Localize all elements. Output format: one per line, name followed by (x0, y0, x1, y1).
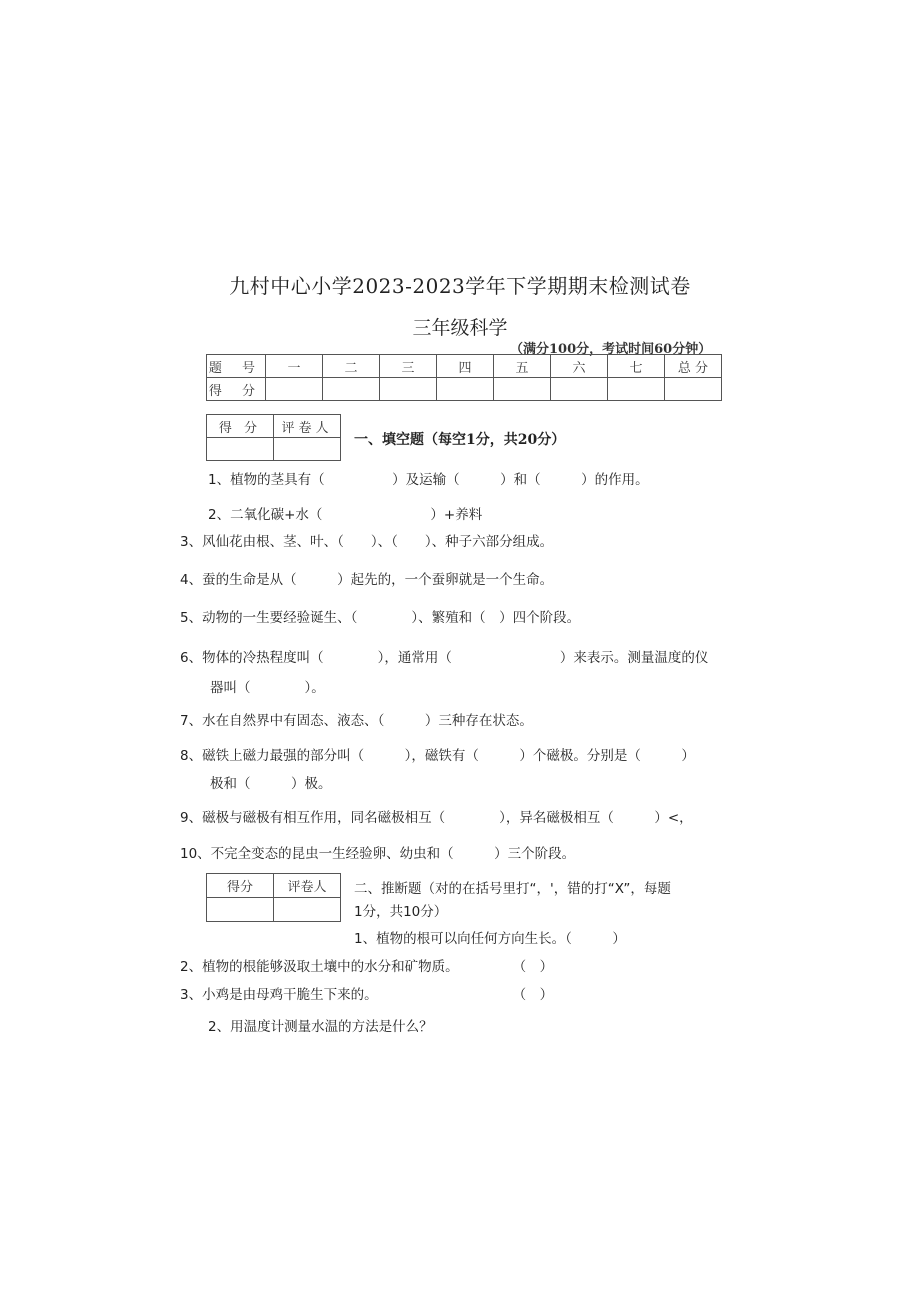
question-item: 8、磁铁上磁力最强的部分叫（ ），磁铁有（ ）个磁极。分别是（ ） (180, 748, 695, 764)
question-item: 2、植物的根能够汲取土壤中的水分和矿物质。 （ ） (180, 959, 554, 975)
score-blank-cell[interactable] (380, 378, 437, 401)
section1-heading: 一、填空题（每空1分，共20分） (354, 432, 566, 448)
score-table-cell: 四 (437, 355, 494, 378)
section2-heading-line2: 1分，共10分） (354, 904, 448, 920)
grader-score-blank[interactable] (207, 898, 274, 922)
grader-score-label: 得分 (207, 874, 274, 898)
score-table-header-row (207, 355, 722, 378)
exam-subtitle: 三年级科学 (412, 317, 508, 339)
question-item: 7、水在自然界中有固态、液态、（ ）三种存在状态。 (180, 713, 533, 729)
score-blank-cell[interactable] (494, 378, 551, 401)
question-item: 2、二氧化碳+水（ ）+养料 (208, 507, 483, 523)
grader-score-label: 得 分 (207, 415, 274, 438)
question-item: 6、物体的冷热程度叫（ ），通常用（ ）来表示。测量温度的仪 (180, 650, 709, 666)
grader-name-label: 评卷人 (274, 874, 341, 898)
question-item: 器叫（ ）。 (210, 680, 325, 696)
exam-title: 九村中心小学2023-2023学年下学期期末检测试卷 (229, 274, 691, 298)
score-blank-cell[interactable] (608, 378, 665, 401)
score-table-score-row (207, 378, 722, 401)
score-table-cell: 六 (551, 355, 608, 378)
question-item: 1、植物的茎具有（ ）及运输（ ）和（ ）的作用。 (208, 472, 649, 488)
question-item: 2、用温度计测量水温的方法是什么？ (208, 1019, 433, 1035)
score-table-cell: 五 (494, 355, 551, 378)
score-table-cell: 一 (266, 355, 323, 378)
section2-heading-line1: 二、推断题（对的在括号里打“，'，错的打“X”，每题 (354, 881, 671, 897)
score-blank-cell[interactable] (551, 378, 608, 401)
score-blank-cell[interactable] (665, 378, 722, 401)
exam-note: （满分100分，考试时间60分钟） (510, 342, 712, 357)
question-item: 1、植物的根可以向任何方向生长。（ ） (354, 931, 626, 947)
question-item: 3、风仙花由根、茎、叶、（ ）、（ ）、种子六部分组成。 (180, 534, 554, 550)
grader-name-blank[interactable] (274, 898, 341, 922)
score-blank-cell[interactable] (266, 378, 323, 401)
grader-score-blank[interactable] (207, 438, 274, 461)
score-blank-cell[interactable] (323, 378, 380, 401)
score-table-cell: 二 (323, 355, 380, 378)
score-blank-cell[interactable] (437, 378, 494, 401)
grader-table-2 (206, 873, 341, 922)
question-item: 9、磁极与磁极有相互作用，同名磁极相互（ ），异名磁极相互（ ）<， (180, 810, 693, 826)
score-table-cell: 总 分 (665, 355, 722, 378)
grader-name-blank[interactable] (274, 438, 341, 461)
grader-name-label: 评卷人 (274, 415, 341, 438)
question-item: 3、小鸡是由母鸡干脆生下来的。 （ ） (180, 987, 554, 1003)
score-table-cell: 得 分 (207, 378, 266, 401)
question-item: 极和（ ）极。 (210, 776, 332, 792)
score-table-cell: 三 (380, 355, 437, 378)
score-table (206, 354, 722, 401)
grader-table (206, 414, 341, 461)
question-item: 10、不完全变态的昆虫一生经验卵、幼虫和（ ）三个阶段。 (180, 846, 576, 862)
question-item: 4、蚕的生命是从（ ）起先的，一个蚕卵就是一个生命。 (180, 572, 554, 588)
score-table-cell: 七 (608, 355, 665, 378)
question-item: 5、动物的一生要经验诞生、（ ）、繁殖和（ ）四个阶段。 (180, 610, 581, 626)
score-table-cell: 题 号 (207, 355, 266, 378)
